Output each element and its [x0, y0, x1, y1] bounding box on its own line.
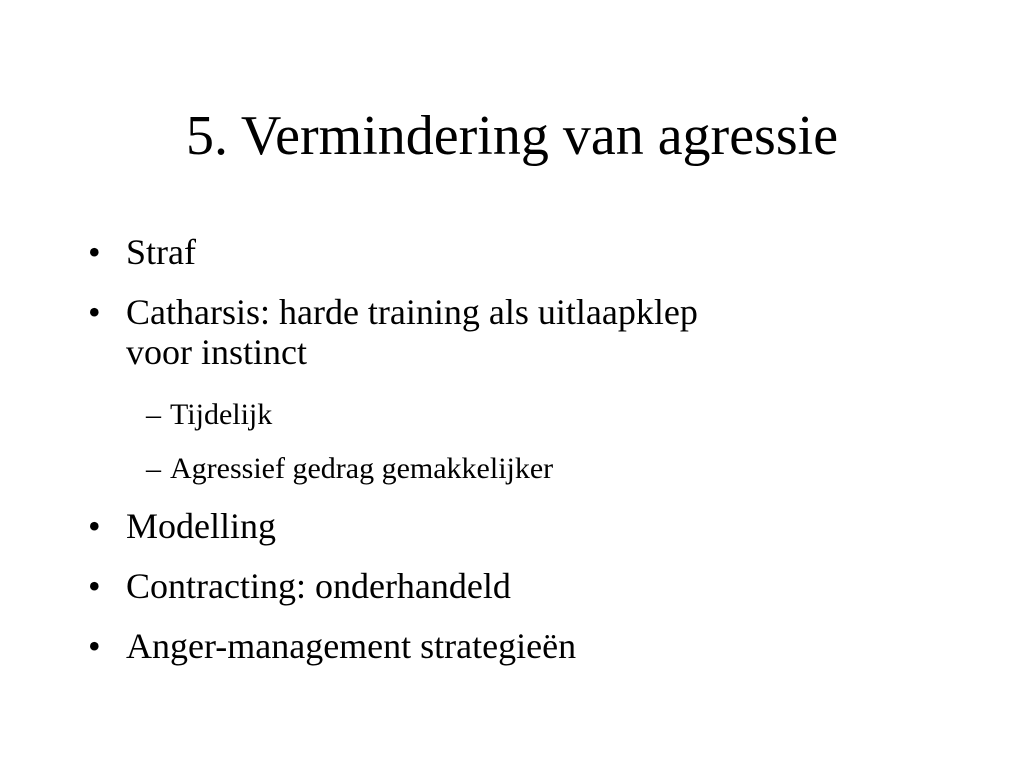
bullet-icon: • [88, 506, 101, 546]
dash-icon: – [146, 398, 161, 431]
bullet-text: Modelling [126, 506, 276, 546]
bullet-item [0, 624, 1024, 668]
slide-title: 5. Vermindering van agressie [185, 105, 839, 167]
sub-bullet-item [0, 450, 1024, 488]
bullet-icon: • [88, 292, 101, 332]
dash-icon: – [146, 452, 161, 485]
bullet-icon: • [88, 626, 101, 666]
sub-bullet-text: Tijdelijk [170, 398, 273, 431]
bullet-text-continuation: voor instinct [126, 332, 307, 372]
bullet-text: Anger-management strategieën [126, 626, 577, 666]
bullet-icon: • [88, 566, 101, 606]
bullet-text: Catharsis: harde training als uitlaapklep [126, 292, 698, 332]
bullet-text: Contracting: onderhandeld [126, 566, 511, 606]
sub-bullet-item [0, 396, 1024, 434]
bullet-item [0, 504, 1024, 548]
bullet-item [0, 564, 1024, 608]
bullet-icon: • [88, 232, 101, 272]
bullet-item [0, 290, 1024, 378]
sub-bullet-text: Agressief gedrag gemakkelijker [170, 452, 554, 485]
bullet-text: Straf [126, 232, 196, 272]
bullet-item [0, 230, 1024, 274]
